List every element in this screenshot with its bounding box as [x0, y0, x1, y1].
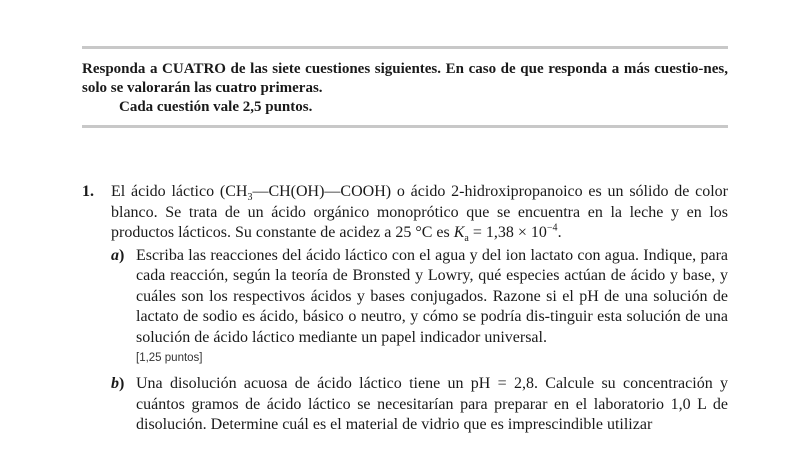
question-intro: El ácido láctico $(CH_3—CH(OH)—COOH)$ o ácido 2-hidroxipropanoico es un sólido de color blanco. Se trata de un ácido orgánico monoprótico que se encuentra en la leche y en los productos lácticos. Su constante de acidez a 25 °C es $K_a = 1,38 \times 10^{-4}$. — [111, 183, 729, 245]
question-1 — [82, 182, 728, 436]
bottom-rule — [82, 125, 728, 128]
part-b — [111, 374, 728, 436]
instructions-line-1: Responda a CUATRO de las siete cuestiones siguientes. En caso de que responda a más cuestio-nes, solo se valorarán las cuatro primeras. — [82, 61, 728, 96]
part-a-label: a) — [111, 246, 125, 264]
part-b-text: Una disolución acuosa de ácido láctico tiene un pH = 2,8. Calcule su concentración y cuántos gramos de ácido láctico se necesitarían para preparar en el laboratorio 1,0 L de disolución. Determine cuál es el material de vidrio que es imprescindible utilizar — [136, 375, 728, 433]
part-a — [111, 246, 728, 367]
top-rule — [82, 46, 728, 49]
question-number: 1. — [82, 183, 94, 200]
instructions-block — [82, 60, 728, 117]
instructions-line-2: Cada cuestión vale 2,5 puntos. — [119, 99, 313, 115]
part-a-text: Escriba las reacciones del ácido láctico con el agua y del ion lactato con agua. Indique, para cada reacción, según la teoría de Bronsted y Lowry, qué especies actúan de ácido y base, y cuáles son los respectivos ácidos y bases conjugados. Razone si el pH de una solución de lactato de sodio es ácido, básico o neutro, y cómo se podría dis-tinguir esta solución de una solución de ácido láctico mediante un papel indicador universal. — [136, 246, 728, 346]
part-b-label: b) — [111, 375, 125, 392]
part-a-points: [1,25 puntos] — [136, 352, 203, 364]
